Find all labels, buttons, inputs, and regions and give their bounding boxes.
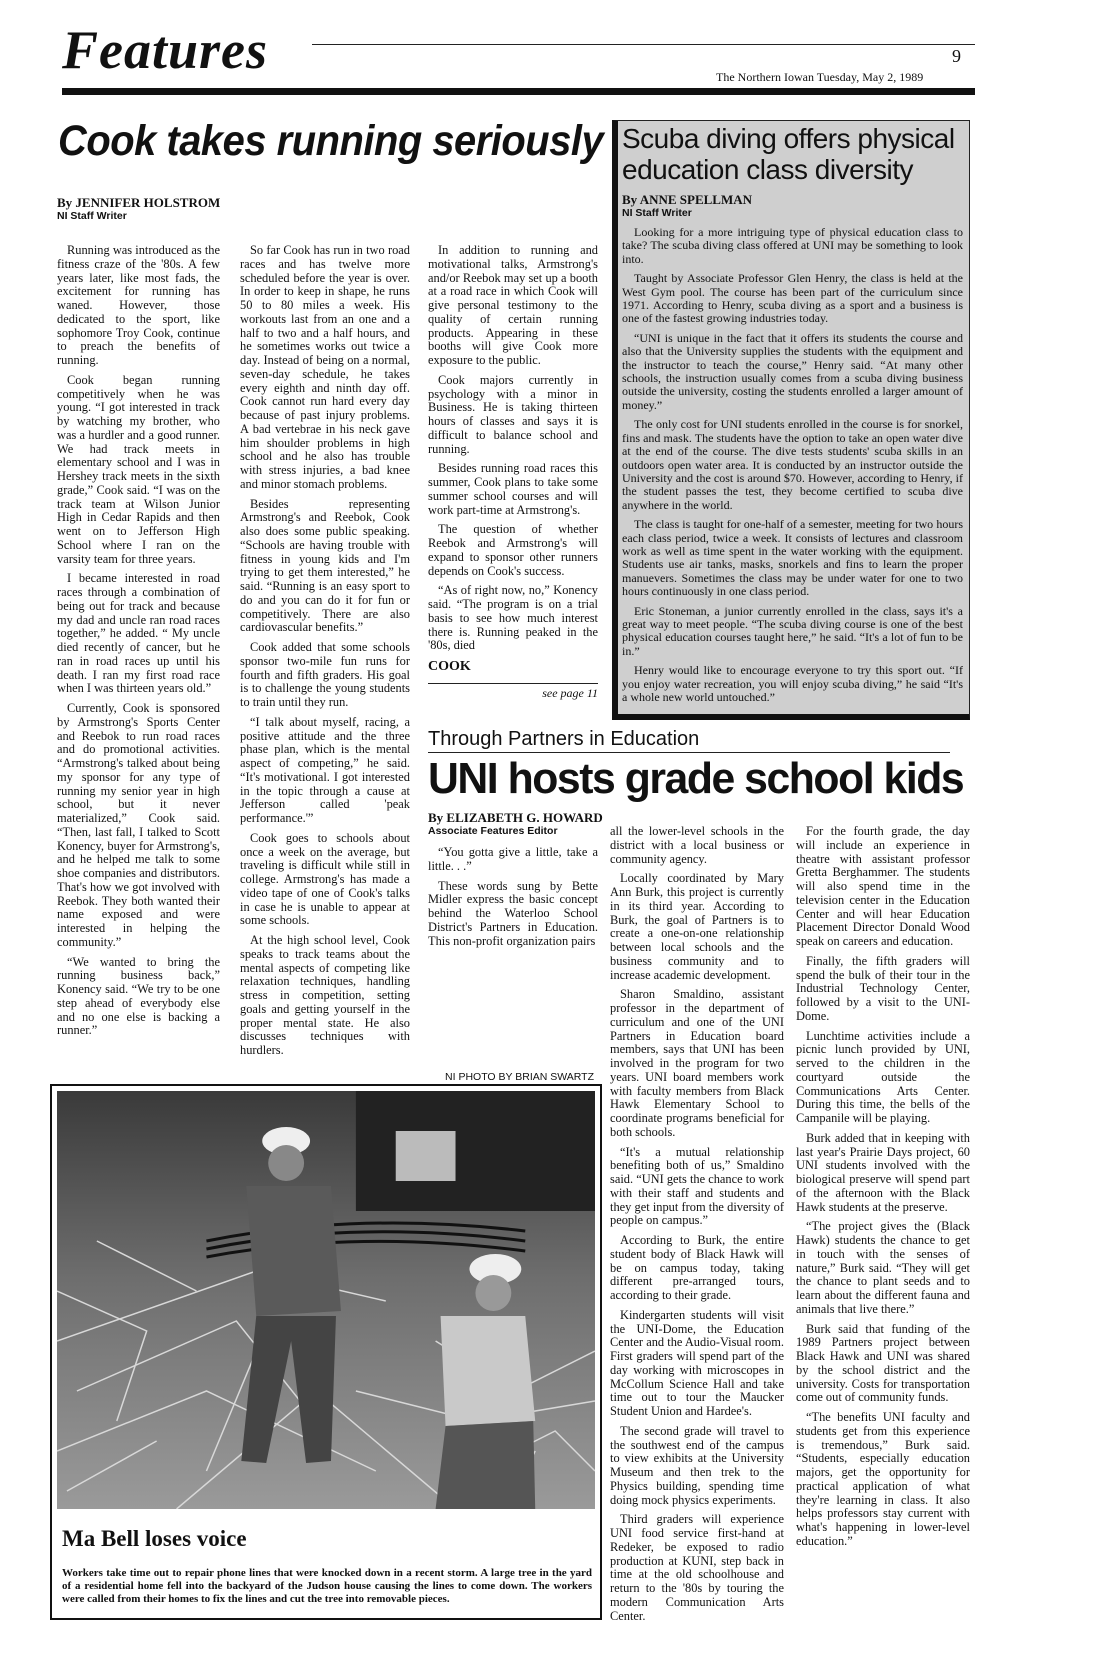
byline-author: By JENNIFER HOLSTROM [57,195,221,210]
photo-frame [50,1084,602,1620]
paragraph: Cook began running competitively when he was young. “I got interested in track by watching my brother, who was a hurdler and a good runner. We had track meets in elementary school and I was in Hershey track meets in the sixth grade,” Cook said. “I was on the track team at Wilson Junior High in Cedar Rapids and then went on to Jefferson High School where I ran on the varsity team for three years. [57,372,220,566]
photo-house-window [396,1131,456,1181]
cook-headline: Cook takes running seriously [58,117,604,165]
paragraph: In addition to running and motivational talks, Armstrong's and/or Reebok may set up a booth at a road race in which Cook will give personal testimony to the quality of certain running products. Appearing in these booths will give Cook more exposure to the public. [428,243,598,367]
masthead-rule [312,44,975,45]
cook-byline [57,196,220,223]
paragraph: “UNI is unique in the fact that it offers its students the course and also that the University supplies the students with the equipment and the instructor to teach the course,” Henry said. “At many other schools, the instruction usually comes from a scuba diving business outside the university, costing the students enrolled a larger amount of money.” [622,330,963,412]
paragraph: For the fourth grade, the day will include an experience in theatre with assistant professor Gretta Berghammer. The students will also spend time in the television center in the Education Center and will hear Education Placement Director Donald Wood speak on careers and education. [796,824,970,948]
paragraph: The second grade will travel to the southwest end of the campus to view exhibits at the University Museum and then trek to the Physics building, spending time doing mock physics experiments. [610,1423,784,1507]
paragraph: Kindergarten students will visit the UNI-Dome, the Education Center and the Audio-Visual room. First graders will spend part of the day working with microscopes in McCollum Science Hall and take time out to tour the Maucker Student Union and Hardee's. [610,1307,784,1418]
paragraph: “You gotta give a little, take a little. . .” [428,845,598,873]
paragraph: Taught by Associate Professor Glen Henry, the class is held at the West Gym pool. The course has been part of the curriculum since 1971. According to Henry, scuba diving as a sport and a business is one of the fastest growing industries today. [622,271,963,326]
byline-role: NI Staff Writer [622,207,692,219]
cook-jump [428,683,598,700]
paragraph: Finally, the fifth graders will spend the bulk of their tour in the Industrial Technology Center, followed by a visit to the UNI-Dome. [796,953,970,1023]
cook-column-1 [57,244,220,1044]
paragraph: These words sung by Bette Midler express the basic concept behind the Waterloo School District's Partners in Education. This non-profit organization pairs [428,878,598,948]
photo-caption-title: Ma Bell loses voice [62,1526,247,1551]
paragraph: “It's a mutual relationship benefiting both of us,” Smaldino said. “UNI gets the chance to work with their staff and students and they get input from the diversity of people on campus.” [610,1144,784,1228]
photo-group [50,1070,602,1620]
paragraph: “I talk about myself, racing, a positive attitude and the three phase plan, which is the mental aspect of competing,” he said. “It's motivational. I got interested in the topic through a cause at Jefferson called 'peak performance.'” [240,714,410,825]
paragraph: all the lower-level schools in the district with a local business or community agency. [610,824,784,866]
photo-credit: NI PHOTO BY BRIAN SWARTZ [445,1071,594,1083]
paragraph: “The benefits UNI faculty and students get from this experience is tremendous,” Burk said. “Students, especially education majors, get the opportunity for practical application of what they're learning in class. It also helps professors stay current with what's happening in lower-level education.” [796,1410,970,1548]
masthead-bar [62,88,975,95]
paragraph: Besides representing Armstrong's and Reebok, Cook also does some public speaking. “Schools are having trouble with fitness in young kids and I'm trying to get them interested,” he said. “Running is an easy sport to do and you can do it for fun or competitively. There are also cardiovascular benefits.” [240,496,410,635]
paragraph: The question of whether Reebok and Armstrong's will expand to sponsor other runners depends on Cook's success. [428,522,598,578]
byline-role: Associate Features Editor [428,825,558,837]
paragraph: The only cost for UNI students enrolled in the course is for snorkel, fins and mask. The students have the option to take an open water dive at the end of the course. The dive tests students' scuba skills in an outdoors open water area. It is conducted by an instructor outside the University and the cost is around $70. However, according to Henry, if the student passes the test, they become certified to scuba dive anywhere in the world. [622,417,963,512]
paragraph: Henry would like to encourage everyone to try this sport out. “If you enjoy water recreation, you will enjoy scuba diving,” he said “It's a whole new world untouched.” [622,663,963,704]
paragraph: Cook goes to schools about once a week on the average, but traveling is difficult while still in college. Armstrong's has made a video tape of one of Cook's talks in case he is unable to appear at some schools. [240,830,410,928]
section-title: Features [62,20,269,80]
paragraph: Besides running road races this summer, Cook plans to take some summer school courses and will work part-time at Armstrong's. [428,461,598,517]
paragraph: “The project gives the (Black Hawk) students the chance to get in touch with the senses of nature,” Burk said. “They will get the chance to plant seeds and to learn about the different fauna and animals that live there.” [796,1219,970,1316]
paragraph: Looking for a more intriguing type of physical education class to take? The scuba diving class offered at UNI may be something to look into. [622,225,963,266]
scuba-article-box [612,120,970,720]
photo-trees [356,1091,595,1211]
see-page-link[interactable]: see page 11 [542,686,598,700]
uni-column-2 [610,825,784,1629]
cook-column-3-text [428,244,598,675]
paragraph: So far Cook has run in two road races and has twelve more scheduled before the year is over. In order to keep in shape, he runs 50 to 80 miles a week. His workouts last from an one and a half to two and a half hours, and he sometimes works out twice a day. Instead of being on a normal, seven-day schedule, he takes every eighth and ninth day off. Cook cannot run hard every day because of past injury problems. A bad vertebrae in his neck gave him shoulder problems in high school and he also has trouble with stress injuries, a bad knee and minor stomach problems. [240,243,410,491]
cook-column-3 [428,244,598,700]
cook-column-2 [240,244,410,1064]
paragraph: According to Burk, the entire student body of Black Hawk will be on campus today, taking different pre-arranged tours, according to their grade. [610,1233,784,1302]
scuba-article-body [622,226,963,704]
uni-column-3 [796,825,970,1555]
paragraph: At the high school level, Cook speaks to track teams about the mental aspects of competing like relaxation techniques, handling stress in competition, setting goals and getting yourself in the proper mental state. He also discusses techniques with hurdlers. [240,933,410,1057]
jump-rule [428,683,598,684]
paragraph: Locally coordinated by Mary Ann Burk, this project is currently in its third year. According to Burk, the goal of Partners is to create a one-on-one relationship between local schools and the business community and to increase academic development. [610,871,784,982]
workers-photo [57,1091,595,1509]
paragraph: Cook majors currently in psychology with a minor in Business. He is taking thirteen hours of classes and says it is difficult to balance school and running. [428,372,598,456]
paragraph: Third graders will experience UNI food service first-hand at Redeker, be exposed to radio production at KUNI, step back in time at the old schoolhouse and return to the '80s by touring the modern Communication Arts Center. [610,1512,784,1623]
paragraph: Cook added that some schools sponsor two-mile fun runs for fourth and fifth graders. His goal is to challenge the young students to train until they run. [240,640,410,709]
photo-caption: Workers take time out to repair phone lines that were knocked down in a recent storm. A large tree in the yard of a residential home fell into the backyard of the Judson house causing the lines to come down. The workers were called from their homes to fix the lines and cut the tree into removable pieces. [62,1567,592,1605]
paragraph: Burk said that funding of the 1989 Partners project between Black Hawk and UNI was shared by the school district and the university. Costs for transportation come out of community funds. [796,1321,970,1405]
paragraph: I became interested in road races through a combination of being out for track and because my dad and uncle ran road races together,” he added. “ My uncle died recently of cancer, but he ran in road races up until his death. I ran my first road race when I was thirteen years old.” [57,571,220,696]
byline-role: NI Staff Writer [57,210,127,222]
byline-author: By ELIZABETH G. HOWARD [428,810,603,825]
paragraph: The class is taught for one-half of a semester, meeting for two hours each class period, twice a week. It consists of lectures and classroom work as well as time spent in the water working with the equipment. Students use air tanks, masks, snorkels and fins to learn the proper manuevers. Sometimes the class may be under water for one to two hours continuously in one class period. [622,517,963,599]
paragraph: Currently, Cook is sponsored by Armstrong's Sports Center and Reebok to run road races and do promotional activities. “Armstrong's talked about being my sponsor for any type of running my senior year in high school, but it never materialized,” Cook said. “Then, last fall, I talked to Scott Konency, buyer for Armstrong's, and he helped me talk to some shoe companies and distributors. That's how we got involved with Reebok. They both wanted their name exposed and were interested in helping the community.” [57,701,220,949]
paragraph: Eric Stoneman, a junior currently enrolled in the class, says it's a great way to meet people. “The scuba diving course is one of the best physical education courses taught here,” he said. “It's a lot of fun to be in.” [622,603,963,658]
uni-headline: UNI hosts grade school kids [428,754,964,803]
paragraph: Burk added that in keeping with last year's Prairie Days project, 60 UNI students involved with the biological preserve will spend part of the afternoon with the Black Hawk students at the preserve. [796,1130,970,1214]
page-number: 9 [952,46,961,66]
paragraph: Lunchtime activities include a picnic lunch provided by UNI, served to the children in the courtyard outside the Communications Arts Center. During this time, the bells of the Campanile will be playing. [796,1028,970,1125]
scuba-byline [622,193,963,220]
paragraph: Running was introduced as the fitness craze of the '80s. A few years later, like most fads, the excitement for running has waned. However, those dedicated to the sport, like sophomore Troy Cook, continue to preach the benefits of running. [57,243,220,367]
jump-word: COOK [428,659,471,674]
uni-article-lead [428,846,598,948]
scuba-headline: Scuba diving offers physical education class diversity [622,123,955,185]
paragraph: “We wanted to bring the running business back,” Konency said. “We try to be one step ahead of everybody else and no one else is backing a runner.” [57,954,220,1038]
byline-author: By ANNE SPELLMAN [622,192,753,207]
paragraph: Sharon Smaldino, assistant professor in the department of curriculum and one of the UNI Partners in Education board members, says that UNI has been involved in the program for two years. UNI board members work with faculty members from Black Hawk Elementary School to coordinate programs beneficial for both schools. [610,987,784,1139]
uni-kicker: Through Partners in Education [428,728,700,750]
paragraph: “As of right now, no,” Konency said. “The program is on a trial basis to see how much interest there is. Running peaked in the '80s, died [428,583,598,653]
dateline: The Northern Iowan Tuesday, May 2, 1989 [716,70,924,84]
